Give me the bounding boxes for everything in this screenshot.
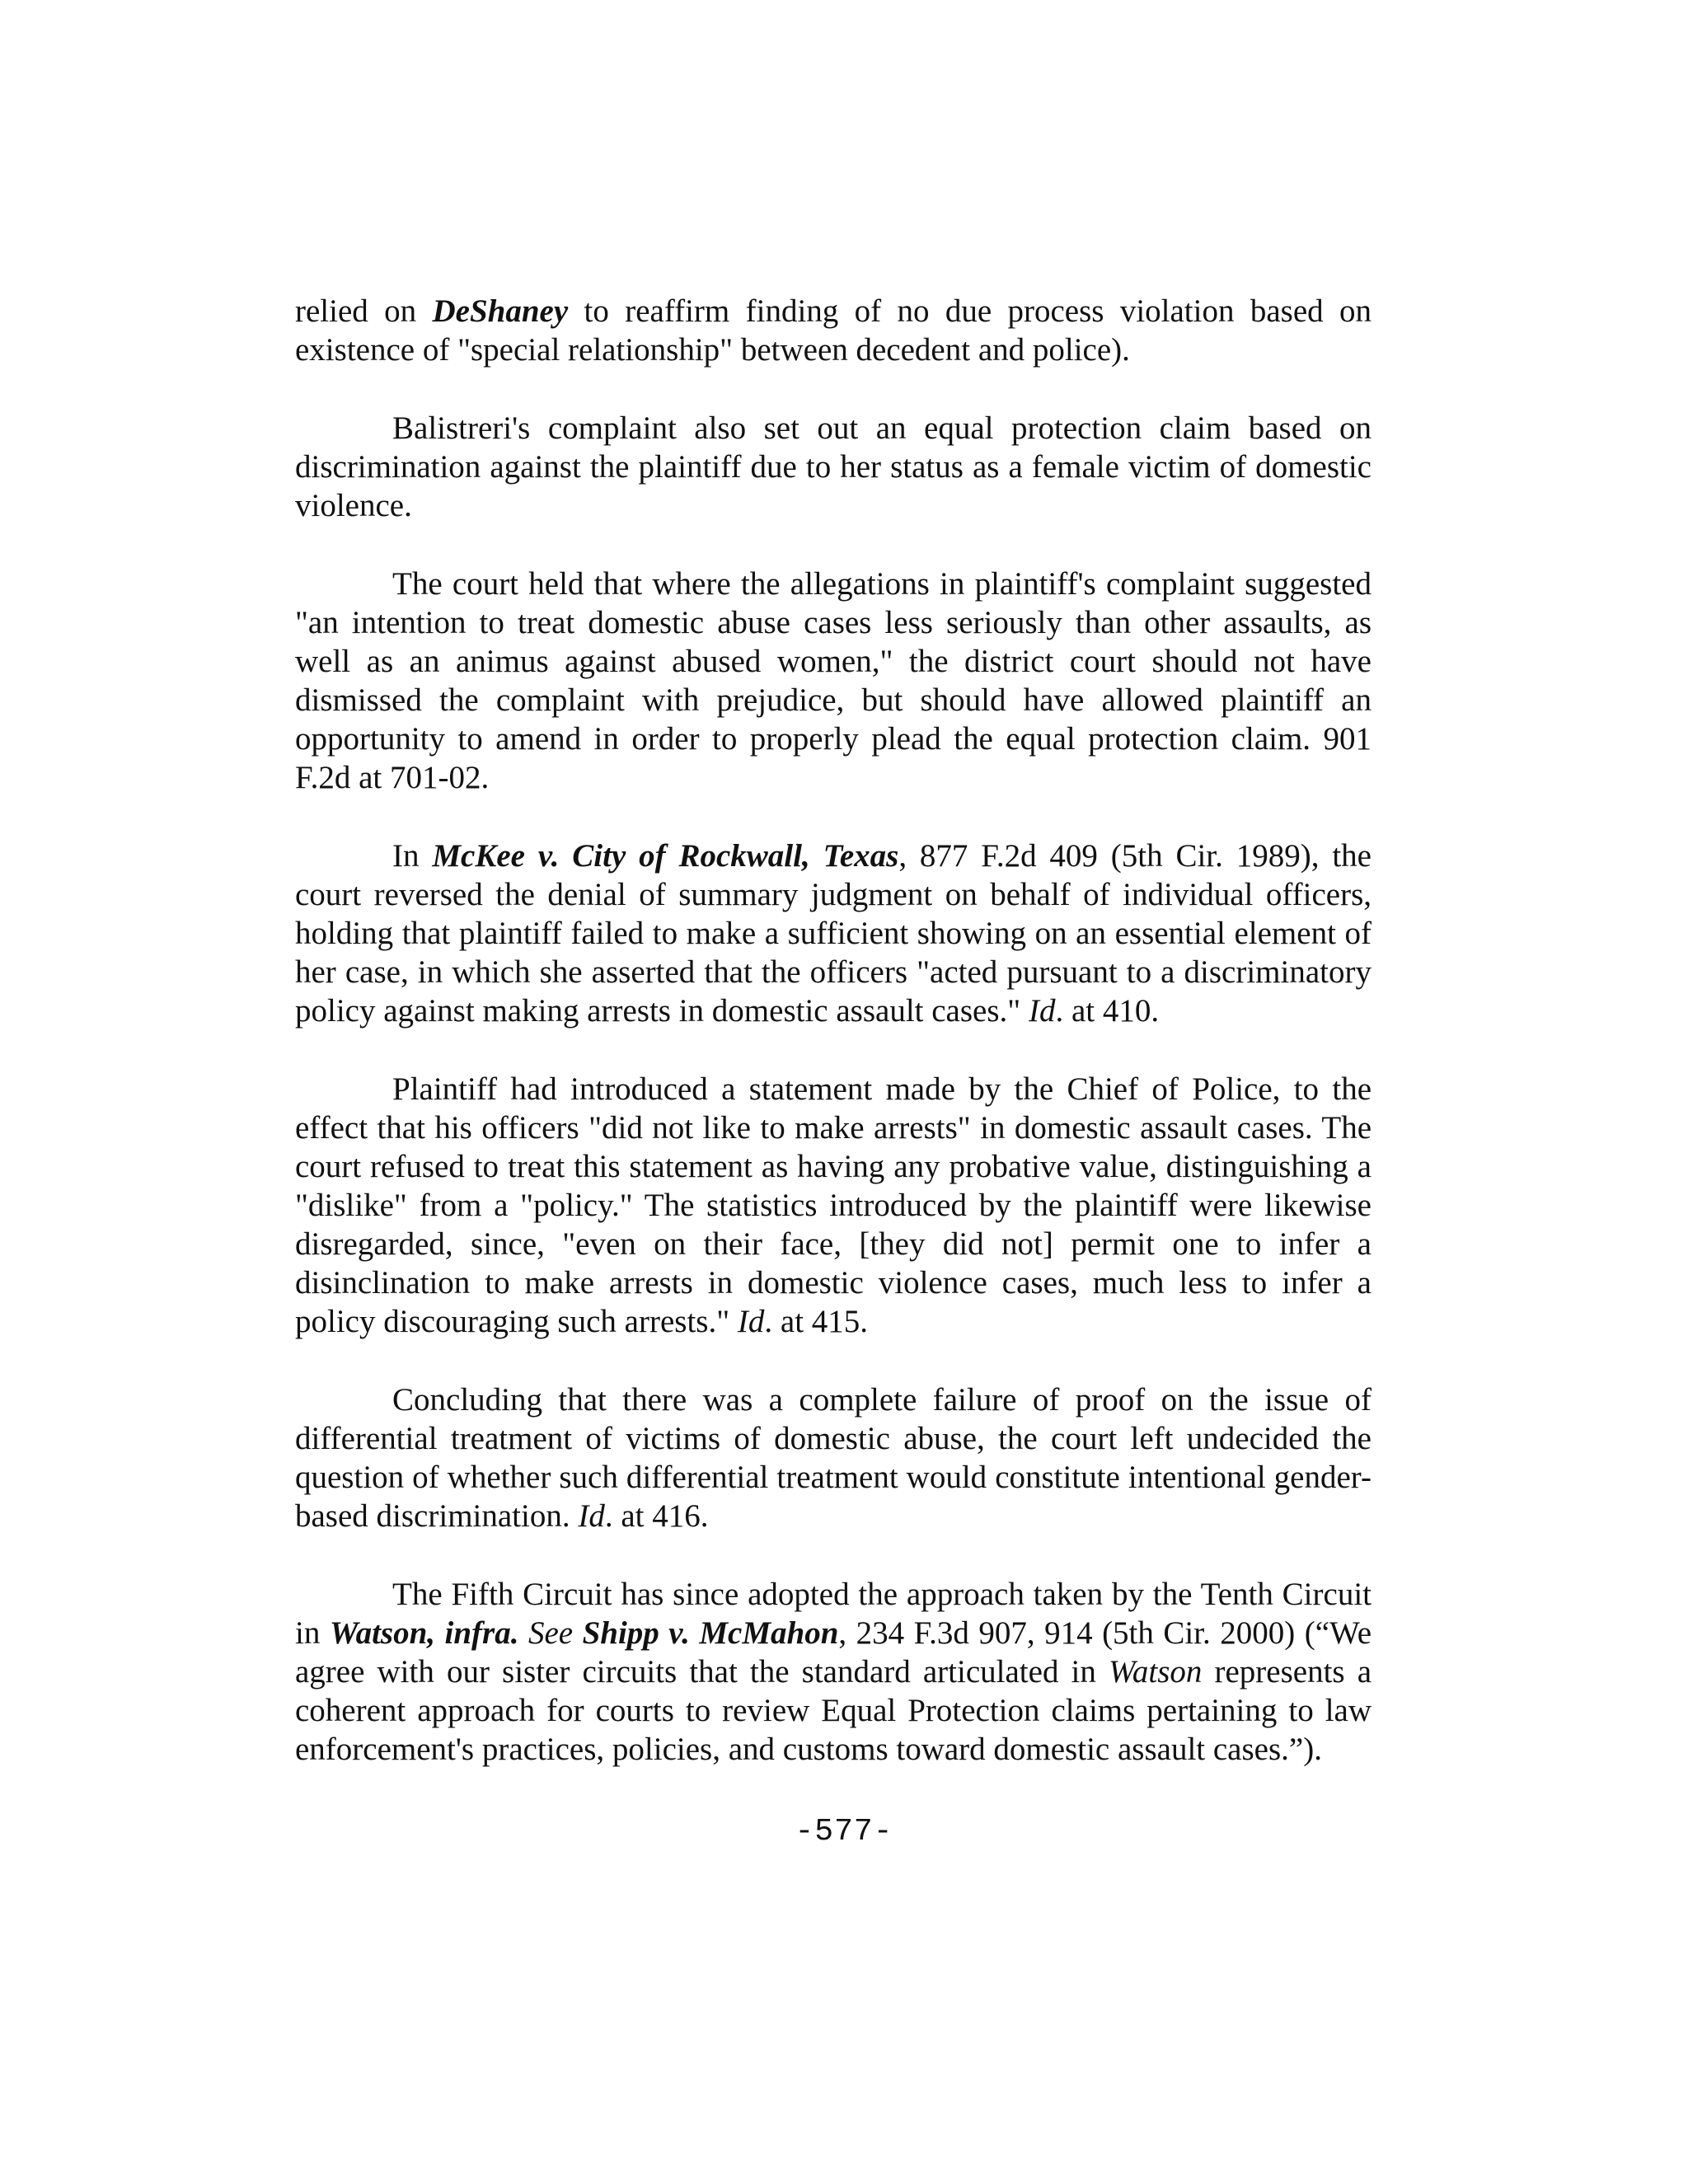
paragraph xyxy=(295,409,1372,525)
text-run xyxy=(573,1615,582,1651)
text-run: relied on xyxy=(295,293,433,329)
text-run: to reaffirm finding of no due process violation based on existence of "special relationship" between decedent and police). xyxy=(295,293,1372,368)
paragraph xyxy=(295,1380,1372,1535)
citation-signal: Id xyxy=(737,1304,765,1339)
text-run: The Fifth Circuit has since adopted the approach taken by the Tenth Circuit in xyxy=(295,1577,1372,1651)
case-name: Watson, infra. xyxy=(329,1615,519,1651)
page-number: -577- xyxy=(795,1814,893,1849)
text-run: , 234 F.3d 907, 914 (5th Cir. 2000) (“We agree with our sister circuits that the standard articulated in xyxy=(295,1615,1372,1690)
text-run: represents a coherent approach for courts to review Equal Protection claims pertaining to law enforcement's practices, policies, and customs toward domestic assault cases.”). xyxy=(295,1654,1372,1767)
text-run: Balistreri's complaint also set out an equal protection claim based on discrimination against the plaintiff due to her status as a female victim of domestic violence. xyxy=(295,410,1372,523)
text-run: , 877 F.2d 409 (5th Cir. 1989), the court reversed the denial of summary judgment on behalf of individual officers, holding that plaintiff failed to make a sufficient showing on an essential element of her case, in which she asserted that the officers "acted pursuant to a discriminatory policy against making arrests in domestic assault cases." xyxy=(295,838,1372,1029)
case-name: Watson xyxy=(1108,1654,1203,1690)
text-run: . at 415. xyxy=(764,1304,869,1339)
case-name: Shipp v. McMahon xyxy=(582,1615,839,1651)
citation-signal: See xyxy=(528,1615,574,1651)
text-run: The court held that where the allegations in plaintiff's complaint suggested "an intention to treat domestic abuse cases less seriously than other assaults, as well as an animus against abused women," the district court should not have dismissed the complaint with prejudice, but should have allowed plaintiff an opportunity to amend in order to properly plead the equal protection claim. 901 F.2d at 701-02. xyxy=(295,566,1372,795)
case-name: McKee v. City of Rockwall, Texas xyxy=(432,838,899,874)
text-run: In xyxy=(392,838,433,874)
paragraph xyxy=(295,292,1372,369)
paragraph xyxy=(295,565,1372,797)
citation-signal: Id xyxy=(578,1498,605,1534)
paragraph xyxy=(295,1070,1372,1341)
text-run: Concluding that there was a complete failure of proof on the issue of differential treatment of victims of domestic abuse, the court left undecided the question of whether such differential treatment would constitute intentional gender-based discrimination. xyxy=(295,1382,1372,1534)
text-run: . at 410. xyxy=(1055,993,1160,1029)
case-name: DeShaney xyxy=(432,293,569,329)
paragraph xyxy=(295,837,1372,1030)
text-run xyxy=(518,1615,528,1651)
paragraph xyxy=(295,1575,1372,1769)
citation-signal: Id xyxy=(1028,993,1056,1029)
body-text xyxy=(295,292,1372,1808)
text-run: . at 416. xyxy=(604,1498,709,1534)
text-run: Plaintiff had introduced a statement made by the Chief of Police, to the effect that his officers "did not like to make arrests" in domestic assault cases. The court refused to treat this statement as having any probative value, distinguishing a "dislike" from a "policy." The statistics introduced by the plaintiff were likewise disregarded, since, "even on their face, [they did not] permit one to infer a disinclination to make arrests in domestic violence cases, much less to infer a policy discouraging such arrests." xyxy=(295,1071,1372,1339)
